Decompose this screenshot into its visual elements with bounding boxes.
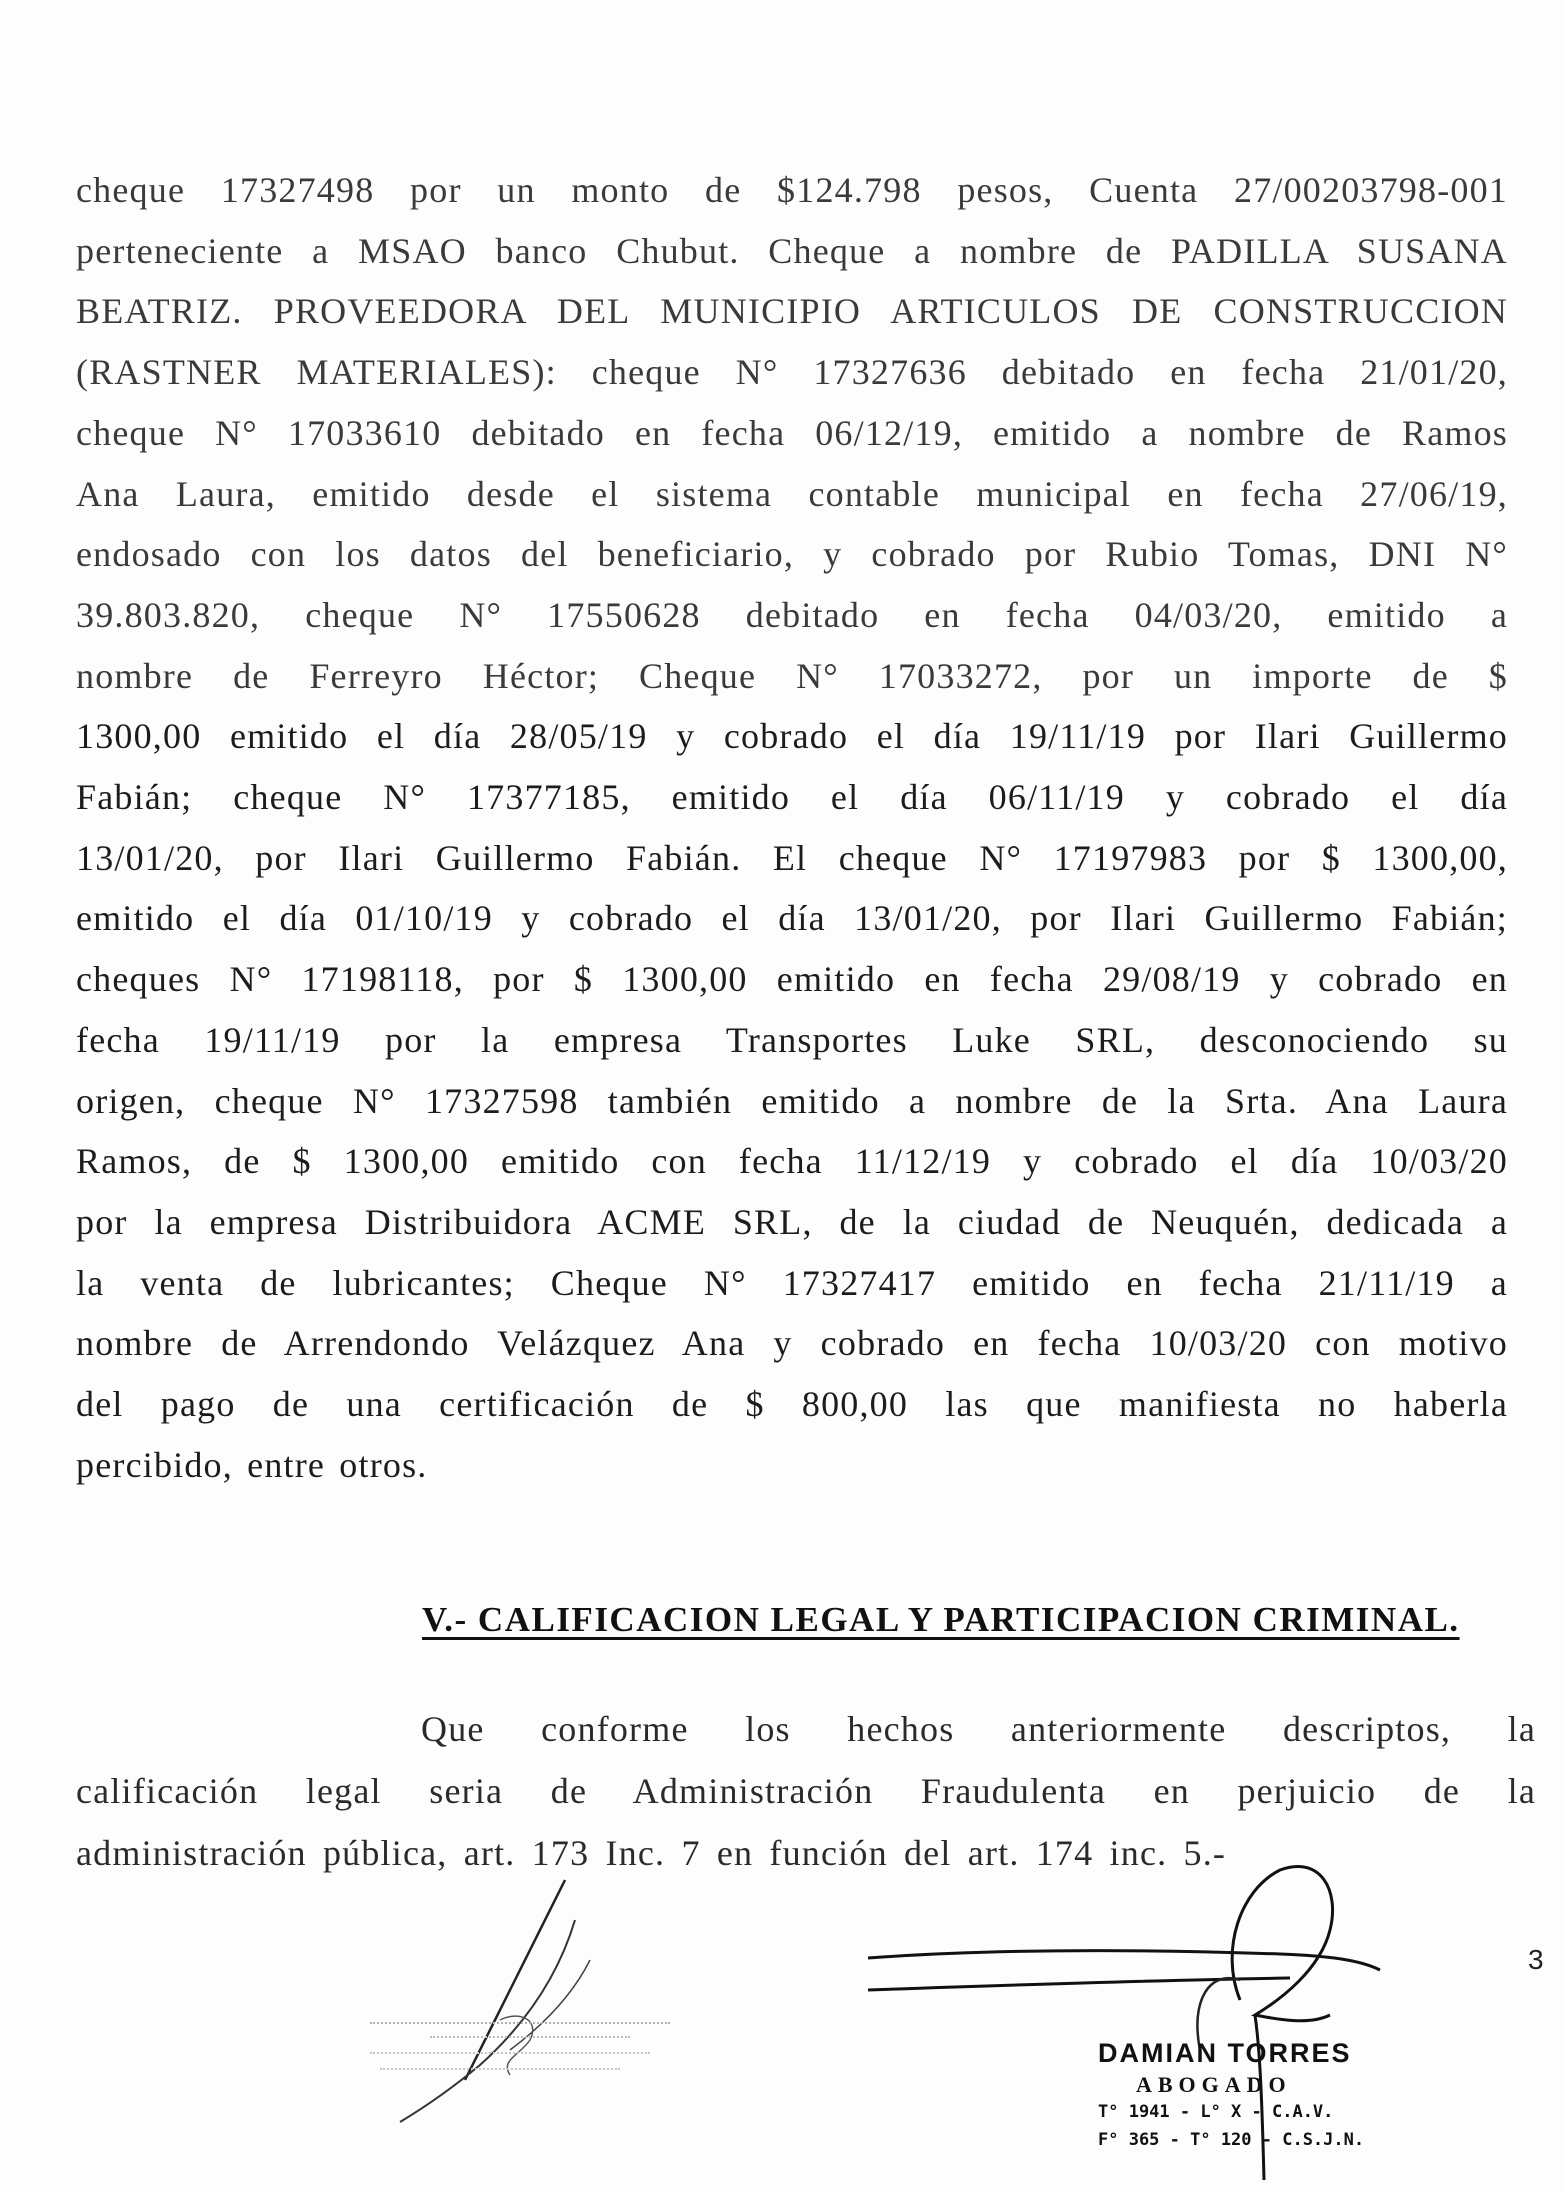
paragraph-line: emitido el día 01/10/19 y cobrado el día 13/01/20, por Ilari Guillermo Fabián; xyxy=(76,898,1508,939)
stamp-name: DAMIAN TORRES xyxy=(1098,2038,1352,2068)
paragraph-line: fecha 19/11/19 por la empresa Transportes Luke SRL, desconociendo su xyxy=(76,1019,1508,1060)
paragraph-line: del pago de una certificación de $ 800,00 las que manifiesta no haberla xyxy=(76,1384,1508,1425)
section-heading: V.- CALIFICACION LEGAL Y PARTICIPACION CRIMINAL. xyxy=(422,1600,1460,1639)
paragraph-line: 39.803.820, cheque N° 17550628 debitado en fecha 04/03/20, emitido a xyxy=(76,594,1508,635)
paragraph-line: cheque 17327498 por un monto de $124.798 pesos, Cuenta 27/00203798-001 xyxy=(76,170,1508,210)
conclusion-line: Que conforme los hechos anteriormente descriptos, la xyxy=(421,1709,1536,1749)
paragraph-line: percibido, entre otros. xyxy=(76,1444,428,1485)
paragraph-line: cheque N° 17033610 debitado en fecha 06/12/19, emitido a nombre de Ramos xyxy=(76,412,1508,453)
paragraph-line: Ana Laura, emitido desde el sistema contable municipal en fecha 27/06/19, xyxy=(76,473,1508,514)
paragraph-line: nombre de Arrendondo Velázquez Ana y cobrado en fecha 10/03/20 con motivo xyxy=(76,1323,1508,1364)
stamp-registration-1: T° 1941 - L° X - C.A.V. xyxy=(1098,2102,1334,2122)
conclusion-line: calificación legal seria de Administración Fraudulenta en perjuicio de la xyxy=(76,1771,1536,1811)
paragraph-line: perteneciente a MSAO banco Chubut. Cheque a nombre de PADILLA SUSANA xyxy=(76,230,1508,271)
paragraph-line: (RASTNER MATERIALES): cheque N° 17327636 debitado en fecha 21/01/20, xyxy=(76,352,1508,393)
paragraph-line: origen, cheque N° 17327598 también emitido a nombre de la Srta. Ana Laura xyxy=(76,1080,1508,1121)
stamp-title: ABOGADO xyxy=(1136,2072,1292,2097)
paragraph-line: BEATRIZ. PROVEEDORA DEL MUNICIPIO ARTICULOS DE CONSTRUCCION xyxy=(76,291,1508,332)
paragraph-line: Fabián; cheque N° 17377185, emitido el día 06/11/19 y cobrado el día xyxy=(76,777,1508,818)
paragraph-line: nombre de Ferreyro Héctor; Cheque N° 17033272, por un importe de $ xyxy=(76,655,1508,696)
paragraph-line: 1300,00 emitido el día 28/05/19 y cobrado el día 19/11/19 por Ilari Guillermo xyxy=(76,716,1508,757)
conclusion-line: administración pública, art. 173 Inc. 7 en función del art. 174 inc. 5.- xyxy=(76,1833,1227,1873)
left-stamp xyxy=(370,2018,690,2070)
paragraph-line: cheques N° 17198118, por $ 1300,00 emitido en fecha 29/08/19 y cobrado en xyxy=(76,959,1508,1000)
paragraph-line: endosado con los datos del beneficiario, y cobrado por Rubio Tomas, DNI N° xyxy=(76,534,1508,575)
paragraph-line: por la empresa Distribuidora ACME SRL, de la ciudad de Neuquén, dedicada a xyxy=(76,1201,1508,1242)
stamp-registration-2: F° 365 - T° 120 - C.S.J.N. xyxy=(1098,2130,1365,2150)
paragraph-line: 13/01/20, por Ilari Guillermo Fabián. El cheque N° 17197983 por $ 1300,00, xyxy=(76,837,1508,878)
paragraph-line: la venta de lubricantes; Cheque N° 17327417 emitido en fecha 21/11/19 a xyxy=(76,1262,1508,1303)
body-paragraph xyxy=(76,160,1508,1495)
page-number: 3 xyxy=(1528,1944,1544,1975)
paragraph-line: Ramos, de $ 1300,00 emitido con fecha 11/12/19 y cobrado el día 10/03/20 xyxy=(76,1141,1508,1182)
